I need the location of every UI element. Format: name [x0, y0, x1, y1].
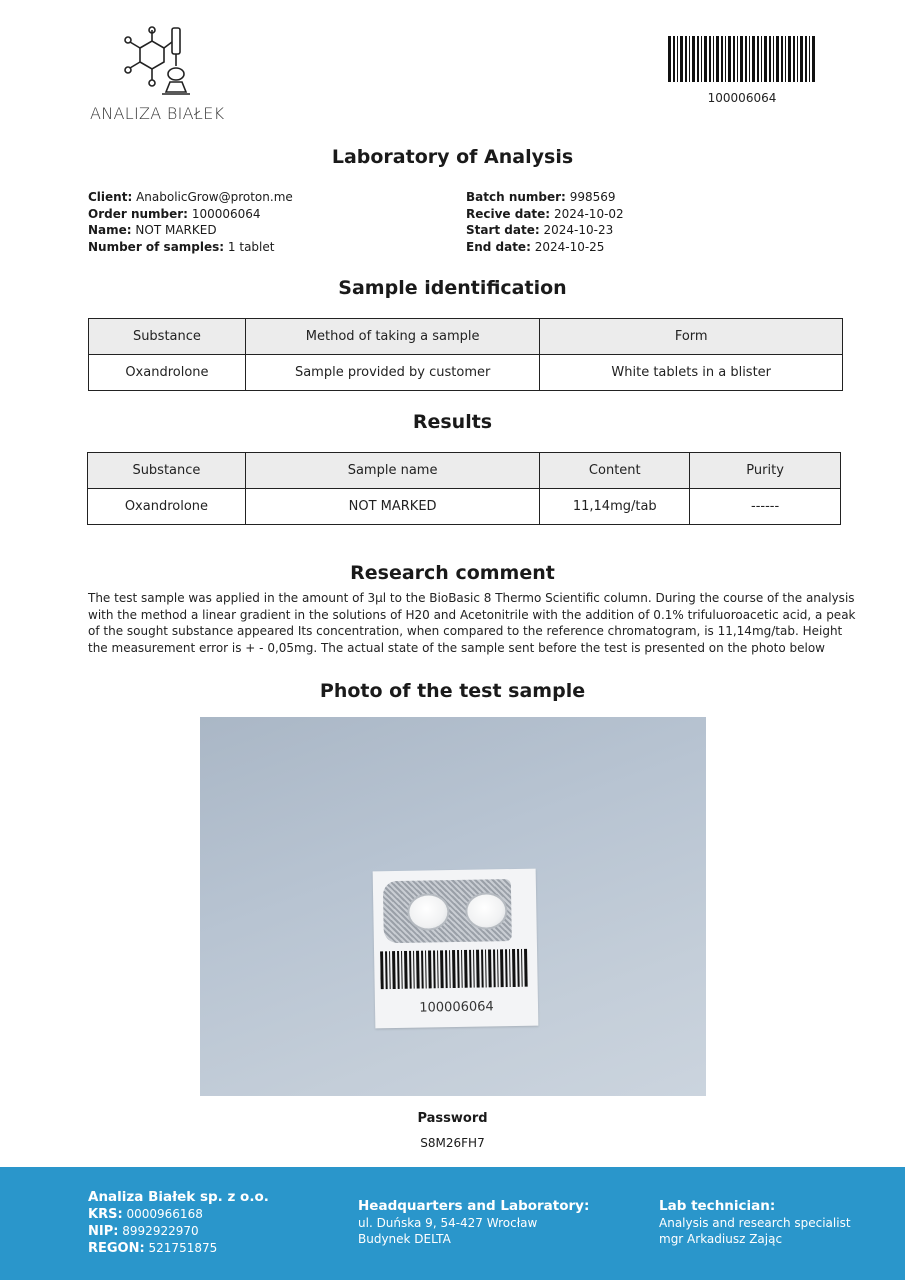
footer-technician: [659, 1198, 851, 1247]
password-value: S8M26FH7: [420, 1136, 485, 1150]
test-sample-photo: [200, 717, 706, 1096]
sample-identification-heading: Sample identification: [338, 277, 567, 299]
samples-row: [88, 239, 293, 256]
tech-name: mgr Arkadiusz Zając: [659, 1232, 783, 1246]
batch-label: Batch number:: [466, 190, 566, 204]
table-header-cell: Method of taking a sample: [245, 319, 540, 355]
barcode-bar: [797, 36, 798, 82]
client-row: [88, 189, 293, 206]
hq-address: ul. Duńska 9, 54-427 Wrocław: [358, 1216, 538, 1230]
barcode-bar: [392, 951, 396, 989]
barcode-bar: [745, 36, 747, 82]
table-cell: Sample provided by customer: [245, 355, 540, 391]
barcode-bar: [725, 36, 726, 82]
barcode-bar: [764, 36, 767, 82]
table-row: [88, 489, 841, 525]
results-heading: Results: [412, 411, 493, 433]
barcode-bar: [380, 951, 384, 989]
barcode-bar: [677, 36, 678, 82]
barcode-bar: [716, 36, 719, 82]
regon-label: REGON:: [88, 1241, 145, 1256]
receive-label: Recive date:: [466, 206, 551, 221]
barcode-bar: [485, 949, 487, 987]
samples-value: 1 tablet: [227, 239, 275, 254]
barcode-bar: [452, 950, 456, 988]
barcode-bar: [733, 36, 735, 82]
name-row: [88, 222, 293, 239]
table-header-cell: Purity: [690, 453, 841, 489]
regon-row: [88, 1240, 269, 1257]
batch-info: [466, 189, 624, 255]
start-label: Start date:: [466, 223, 540, 237]
receive-value: 2024-10-02: [553, 206, 624, 221]
footer: [0, 1167, 905, 1280]
molecule-microscope-logo-icon: [122, 26, 202, 98]
barcode-bar: [812, 36, 815, 82]
barcode-bar: [773, 36, 774, 82]
barcode-bar: [689, 36, 690, 82]
table-cell: Oxandrolone: [89, 355, 246, 391]
table-header-cell: Form: [540, 319, 843, 355]
table-header-cell: Content: [540, 453, 690, 489]
logo-text: ANALIZA BIAŁEK: [90, 104, 225, 123]
results-table: [87, 452, 841, 525]
research-comment-heading: Research comment: [350, 562, 555, 584]
name-value: NOT MARKED: [135, 223, 217, 237]
receive-row: [466, 206, 624, 223]
tech-title: Analysis and research specialist: [659, 1216, 851, 1230]
barcode-bar: [517, 949, 520, 987]
end-label: End date:: [466, 239, 531, 254]
barcode-bar: [469, 950, 472, 988]
barcode-bar: [805, 36, 807, 82]
barcode-bar: [437, 950, 439, 988]
blister-pack: [383, 879, 512, 943]
barcode-bar: [721, 36, 723, 82]
table-header-cell: Substance: [88, 453, 246, 489]
krs-label: KRS:: [88, 1207, 123, 1222]
nip-row: [88, 1223, 269, 1240]
end-value: 2024-10-25: [534, 239, 605, 254]
samples-label: Number of samples:: [88, 239, 225, 254]
end-row: [466, 239, 624, 256]
barcode-bar: [481, 950, 484, 988]
start-row: [466, 222, 624, 239]
table-header-row: [88, 453, 841, 489]
hq-heading: Headquarters and Laboratory:: [358, 1198, 590, 1214]
barcode-bar: [389, 951, 391, 989]
barcode-bar: [697, 36, 699, 82]
client-label: Client:: [88, 190, 133, 204]
krs-value: 0000966168: [126, 1207, 203, 1221]
barcode-bar: [488, 949, 492, 987]
start-value: 2024-10-23: [543, 223, 614, 237]
krs-row: [88, 1206, 269, 1223]
tablet: [409, 895, 448, 929]
barcode-bar: [397, 951, 400, 989]
sample-barcode: [380, 949, 529, 990]
barcode-bar: [785, 36, 786, 82]
barcode-bar: [464, 950, 468, 988]
barcode-bar: [497, 949, 499, 987]
barcode-bar: [709, 36, 711, 82]
barcode-bar: [757, 36, 759, 82]
table-header-cell: Substance: [89, 319, 246, 355]
barcode-bar: [680, 36, 683, 82]
table-cell: White tablets in a blister: [540, 355, 843, 391]
barcode-bar: [476, 950, 480, 988]
sample-identification-table: [88, 318, 843, 391]
table-cell: NOT MARKED: [245, 489, 540, 525]
order-label: Order number:: [88, 206, 188, 221]
barcode-bar: [404, 951, 408, 989]
barcode-bar: [701, 36, 702, 82]
tech-heading: Lab technician:: [659, 1198, 776, 1214]
hq-building: Budynek DELTA: [358, 1232, 451, 1246]
client-info: [88, 189, 293, 255]
footer-company: [88, 1189, 269, 1257]
barcode-bar: [461, 950, 463, 988]
sample-label-card: [373, 869, 539, 1029]
barcode-bar: [668, 36, 671, 82]
barcode-bar: [769, 36, 771, 82]
barcode-bar: [728, 36, 731, 82]
order-value: 100006064: [191, 206, 261, 221]
table-cell: ------: [690, 489, 841, 525]
research-comment-text: The test sample was applied in the amount of 3µl to the BioBasic 8 Thermo Scientific column. During the course of the analysis with the method a linear gradient in the solutions of H20 and Acetonitrile with the addition of 0.1% trifuluoroacetic acid, a peak of the sought substance appeared Its concentration, when compared to the reference chromatogram, is 11,14mg/tab. Height the measurement error is + - 0,05mg. The actual state of the sample sent before the test is presented on the photo below: [88, 591, 856, 655]
order-barcode-number: 100006064: [707, 91, 777, 105]
barcode-bar: [737, 36, 738, 82]
barcode-bar: [385, 951, 388, 989]
barcode-bar: [505, 949, 508, 987]
barcode-bar: [740, 36, 743, 82]
barcode-bar: [524, 949, 528, 987]
company-name: Analiza Białek sp. z o.o.: [88, 1189, 269, 1205]
password-label: Password: [417, 1111, 488, 1126]
barcode-bar: [776, 36, 779, 82]
barcode-bar: [433, 950, 436, 988]
barcode-bar: [673, 36, 675, 82]
barcode-bar: [473, 950, 475, 988]
barcode-bar: [692, 36, 695, 82]
barcode-bar: [800, 36, 803, 82]
name-label: Name:: [88, 223, 132, 237]
barcode-bar: [512, 949, 516, 987]
company-logo: [88, 24, 248, 124]
document-title: Laboratory of Analysis: [331, 146, 574, 168]
barcode-bar: [413, 951, 415, 989]
batch-value: 998569: [569, 190, 616, 204]
barcode-bar: [457, 950, 460, 988]
barcode-bar: [521, 949, 523, 987]
batch-row: [466, 189, 624, 206]
table-header-cell: Sample name: [245, 453, 540, 489]
barcode-bar: [401, 951, 403, 989]
barcode-bar: [781, 36, 783, 82]
order-barcode: [668, 36, 816, 82]
barcode-bar: [685, 36, 687, 82]
barcode-bar: [409, 951, 412, 989]
barcode-bar: [493, 949, 496, 987]
table-cell: Oxandrolone: [88, 489, 246, 525]
footer-headquarters: [358, 1198, 589, 1247]
barcode-bar: [704, 36, 707, 82]
tablet: [467, 894, 506, 928]
client-value: AnabolicGrow@proton.me: [136, 190, 293, 204]
nip-value: 8992922970: [122, 1224, 199, 1238]
barcode-bar: [809, 36, 810, 82]
barcode-bar: [713, 36, 714, 82]
barcode-bar: [749, 36, 750, 82]
nip-label: NIP:: [88, 1224, 119, 1239]
photo-heading: Photo of the test sample: [319, 680, 586, 702]
barcode-bar: [793, 36, 795, 82]
barcode-bar: [416, 951, 420, 989]
barcode-bar: [752, 36, 755, 82]
barcode-bar: [428, 950, 432, 988]
sample-barcode-number: 100006064: [419, 999, 494, 1016]
table-cell: 11,14mg/tab: [540, 489, 690, 525]
regon-value: 521751875: [148, 1241, 218, 1255]
barcode-bar: [449, 950, 451, 988]
barcode-bar: [500, 949, 504, 987]
barcode-bar: [509, 949, 511, 987]
barcode-bar: [421, 951, 424, 989]
barcode-bar: [445, 950, 448, 988]
table-row: [89, 355, 843, 391]
barcode-bar: [440, 950, 444, 988]
order-row: [88, 206, 293, 223]
barcode-bar: [425, 951, 427, 989]
barcode-bar: [788, 36, 791, 82]
barcode-bar: [761, 36, 762, 82]
table-header-row: [89, 319, 843, 355]
